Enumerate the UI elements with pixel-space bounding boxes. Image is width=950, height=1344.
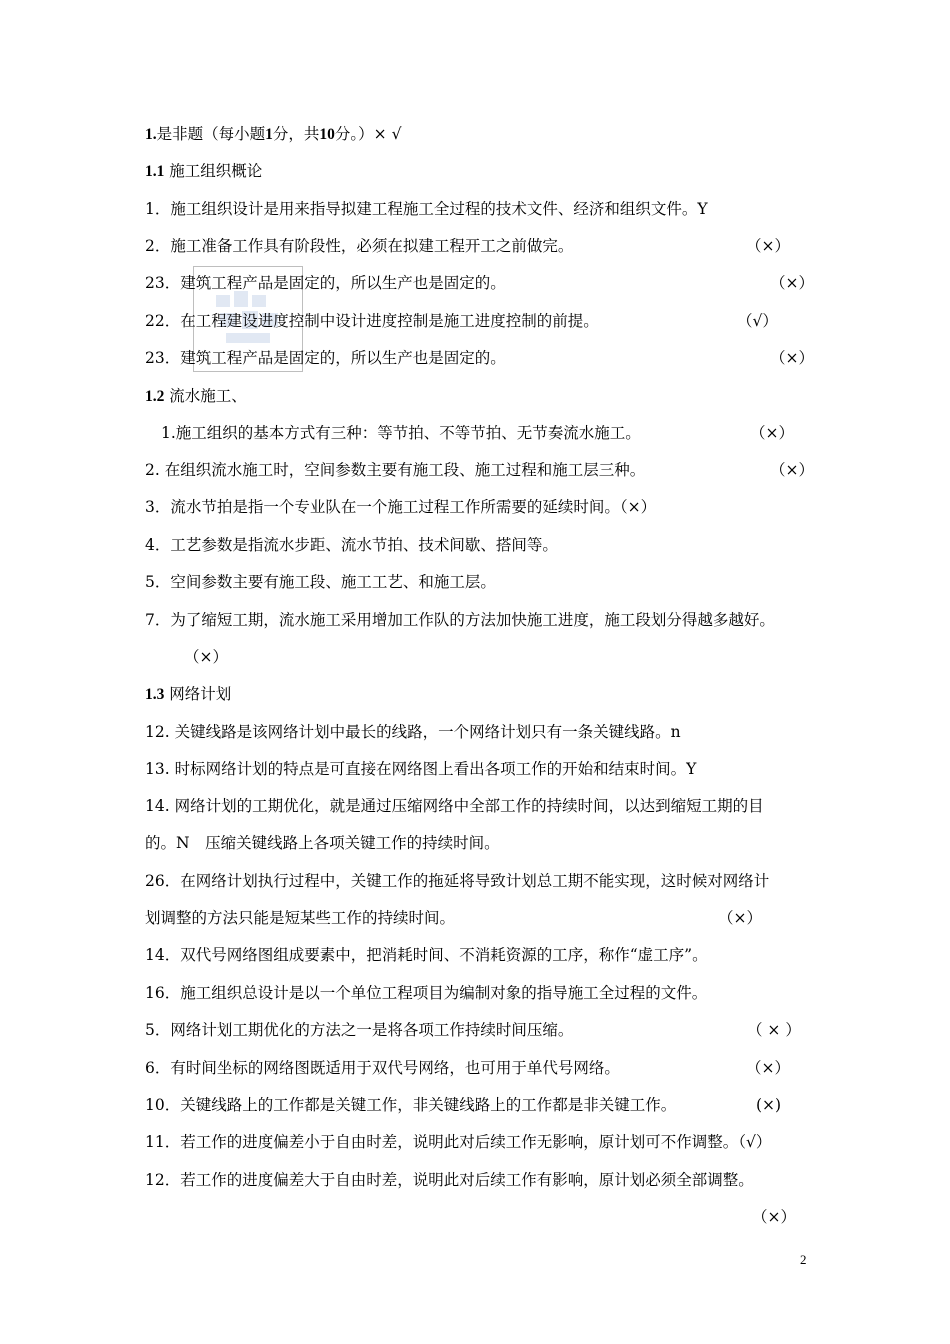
question-line: 1．施工组织设计是用来指导拟建工程施工全过程的技术文件、经济和组织文件。Y — [145, 200, 708, 218]
question-line: 11．若工作的进度偏差小于自由时差，说明此对后续工作无影响，原计划可不作调整。（√） — [145, 1133, 772, 1151]
question-line: 3．流水节拍是指一个专业队在一个施工过程工作所需要的延续时间。（×） — [145, 498, 657, 516]
question-line: 16．施工组织总设计是以一个单位工程项目为编制对象的指导施工全过程的文件。 — [145, 984, 708, 1002]
section-heading-1: 1.是非题（每小题1分，共10分。）× √ — [145, 125, 402, 143]
question-line: 1.施工组织的基本方式有三种：等节拍、不等节拍、无节奏流水施工。 — [161, 424, 641, 442]
question-line: 4．工艺参数是指流水步距、流水节拍、技术间歇、搭间等。 — [145, 536, 558, 554]
question-line: 13. 时标网络计划的特点是可直接在网络图上看出各项工作的开始和结束时间。Y — [145, 760, 697, 778]
question-line: 14. 网络计划的工期优化，就是通过压缩网络中全部工作的持续时间，以达到缩短工期的目 — [145, 797, 764, 815]
answer-mark: （ × ） — [747, 1021, 801, 1039]
answer-mark: （×） — [718, 909, 762, 927]
question-line: 2．施工准备工作具有阶段性，必须在拟建工程开工之前做完。 — [145, 237, 574, 255]
question-line-continued: 的。N 压缩关键线路上各项关键工作的持续时间。 — [145, 834, 500, 852]
answer-mark: (×) — [756, 1096, 782, 1114]
page-number: 2 — [800, 1252, 807, 1267]
section-heading-1-2: 1.2 流水施工、 — [145, 387, 247, 405]
question-line: 23．建筑工程产品是固定的，所以生产也是固定的。 — [145, 274, 506, 292]
question-line: 10．关键线路上的工作都是关键工作，非关键线路上的工作都是非关键工作。 — [145, 1096, 677, 1114]
question-line: 26．在网络计划执行过程中，关键工作的拖延将导致计划总工期不能实现，这时候对网络计 — [145, 872, 770, 890]
answer-mark: （×） — [752, 1208, 796, 1226]
question-line-continued: 划调整的方法只能是短某些工作的持续时间。 — [145, 909, 456, 927]
section-heading-1-1: 1.1 施工组织概论 — [145, 162, 263, 180]
answer-mark: （×） — [746, 1059, 790, 1077]
answer-mark: （×） — [746, 237, 790, 255]
answer-mark: （×） — [770, 274, 814, 292]
question-line: 7．为了缩短工期，流水施工采用增加工作队的方法加快施工进度，施工段划分得越多越好。 — [145, 611, 775, 629]
question-line: 5．网络计划工期优化的方法之一是将各项工作持续时间压缩。 — [145, 1021, 574, 1039]
question-line: 23．建筑工程产品是固定的，所以生产也是固定的。 — [145, 349, 506, 367]
question-line: 12. 关键线路是该网络计划中最长的线路，一个网络计划只有一条关键线路。n — [145, 723, 681, 741]
question-line: 14．双代号网络图组成要素中，把消耗时间、不消耗资源的工序，称作“虚工序”。 — [145, 946, 708, 964]
answer-mark: （×） — [770, 349, 814, 367]
answer-mark: （×） — [770, 461, 814, 479]
question-line: 2. 在组织流水施工时，空间参数主要有施工段、施工过程和施工层三种。 — [145, 461, 646, 479]
question-line: 22．在工程建设进度控制中设计进度控制是施工进度控制的前提。 — [145, 312, 599, 330]
question-line: 12．若工作的进度偏差大于自由时差，说明此对后续工作有影响，原计划必须全部调整。 — [145, 1171, 754, 1189]
section-heading-1-3: 1.3 网络计划 — [145, 685, 232, 703]
answer-mark: （×） — [184, 648, 228, 666]
question-line: 6．有时间坐标的网络图既适用于双代号网络，也可用于单代号网络。 — [145, 1059, 620, 1077]
answer-mark: （√） — [737, 312, 778, 330]
question-line: 5．空间参数主要有施工段、施工工艺、和施工层。 — [145, 573, 496, 591]
answer-mark: （×） — [750, 424, 794, 442]
